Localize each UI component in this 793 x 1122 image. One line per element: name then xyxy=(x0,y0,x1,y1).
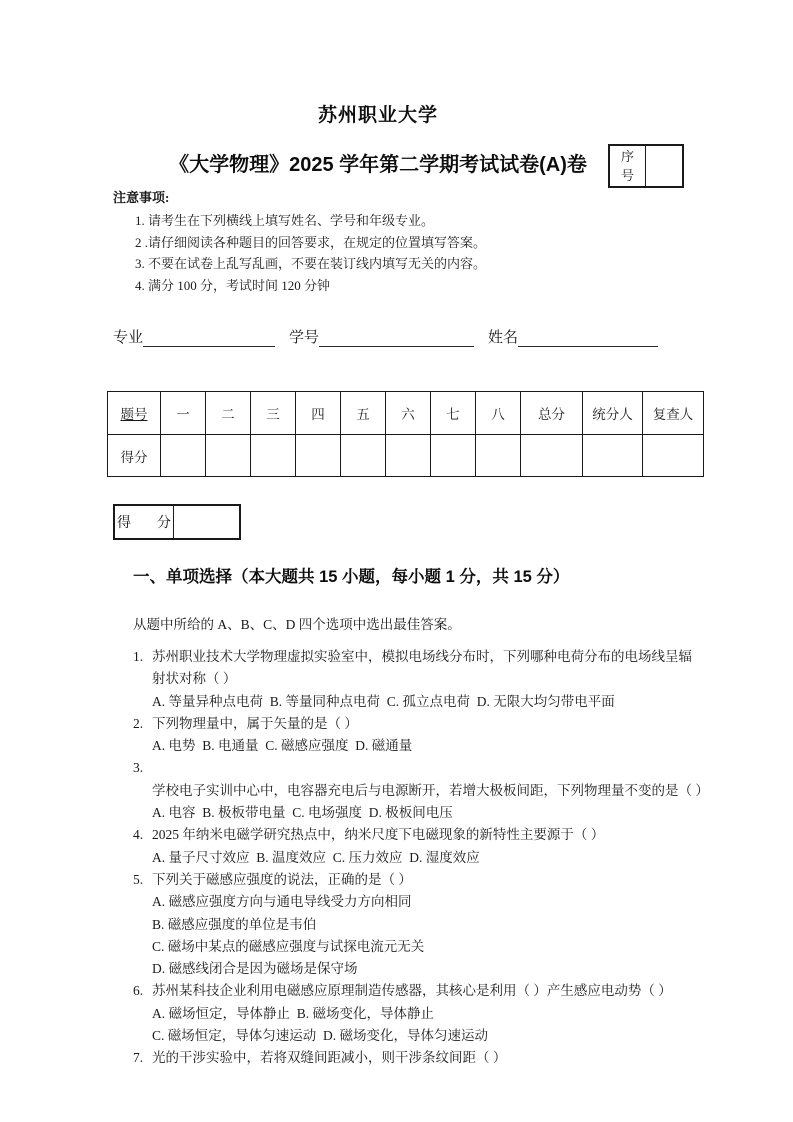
student-id-blank-field xyxy=(319,330,474,347)
question-6-number: 6. xyxy=(133,983,144,999)
question-5-option-d: D. 磁感线闭合是因为磁场是保守场 xyxy=(152,961,358,977)
question-2-stem xyxy=(133,713,705,735)
question-2 xyxy=(133,713,705,758)
question-list xyxy=(133,646,709,1070)
question-5-option-b: B. 磁感应强度的单位是韦伯 xyxy=(152,916,317,932)
header-cell-4: 四 xyxy=(296,392,341,435)
notice-item-3: 3. 不要在试卷上乱写乱画，不要在装订线内填写无关的内容。 xyxy=(135,256,487,271)
question-4-options: A. 量子尺寸效应 B. 温度效应 C. 压力效应 D. 湿度效应 xyxy=(152,849,480,865)
serial-number-label xyxy=(610,146,646,186)
header-cell-5: 五 xyxy=(341,392,386,435)
notice-item-4: 4. 满分 100 分，考试时间 120 分钟 xyxy=(135,277,331,293)
question-7-stem xyxy=(133,1047,705,1069)
notice-item-1: 1. 请考生在下列横线上填写姓名、学号和年级专业。 xyxy=(135,213,435,228)
question-4 xyxy=(133,824,705,869)
score-cell-scorer xyxy=(583,435,643,477)
question-3-number: 3. xyxy=(133,760,144,776)
serial-label-line1: 序 xyxy=(620,149,634,164)
score-cell-3 xyxy=(251,435,296,477)
question-2-text: 下列物理量中，属于矢量的是（ ） xyxy=(152,715,358,731)
header-cell-reviewer: 复查人 xyxy=(643,392,704,435)
question-3-options: A. 电容 B. 极板带电量 C. 电场强度 D. 极板间电压 xyxy=(152,805,453,821)
score-box-value-cell xyxy=(174,506,239,538)
question-4-stem xyxy=(133,824,705,846)
header-cell-6: 六 xyxy=(386,392,431,435)
serial-number-value-cell xyxy=(646,146,682,186)
question-3-stem xyxy=(133,757,709,802)
question-2-options: A. 电势 B. 电通量 C. 磁感应强度 D. 磁通量 xyxy=(152,738,413,754)
header-cell-7: 七 xyxy=(431,392,476,435)
question-6 xyxy=(133,980,705,1047)
student-id-label: 学号 xyxy=(289,330,320,346)
score-cell-6 xyxy=(386,435,431,477)
notice-item-2: 2 .请仔细阅读各种题目的回答要求，在规定的位置填写答案。 xyxy=(135,234,487,250)
question-2-number: 2. xyxy=(133,715,144,731)
name-blank-field xyxy=(518,330,658,347)
header-cell-2: 二 xyxy=(206,392,251,435)
section-one-heading: 一、单项选择（本大题共 15 小题，每小题 1 分，共 15 分） xyxy=(133,568,570,586)
notice-list xyxy=(113,210,705,296)
question-7-text: 光的干涉实验中，若将双缝间距减小，则干涉条纹间距（ ） xyxy=(152,1050,507,1066)
page-content xyxy=(0,100,793,1070)
question-4-text: 2025 年纳米电磁学研究热点中，纳米尺度下电磁现象的新特性主要源于（ ） xyxy=(152,827,605,843)
question-7 xyxy=(133,1047,705,1069)
header-cell-8: 八 xyxy=(476,392,521,435)
score-summary-table xyxy=(107,391,704,477)
major-blank-field xyxy=(143,330,275,347)
question-5-stem xyxy=(133,869,705,891)
section-one-instruction: 从题中所给的 A、B、C、D 四个选项中选出最佳答案。 xyxy=(133,617,461,632)
score-box-label: 得 分 xyxy=(115,506,174,538)
question-6-stem xyxy=(133,980,705,1002)
question-5-number: 5. xyxy=(133,871,144,887)
score-cell-2 xyxy=(206,435,251,477)
score-table-score-row xyxy=(108,435,704,477)
notice-heading: 注意事项: xyxy=(113,190,170,205)
exam-title: 《大学物理》2025 学年第二学期考试试卷(A)卷 xyxy=(169,154,587,176)
question-5-option-c: C. 磁场中某点的磁感应强度与试探电流元无关 xyxy=(152,938,425,954)
question-5-option-a: A. 磁感应强度方向与通电导线受力方向相同 xyxy=(152,894,412,910)
score-cell-1 xyxy=(161,435,206,477)
question-4-number: 4. xyxy=(133,827,144,843)
score-cell-7 xyxy=(431,435,476,477)
score-cell-5 xyxy=(341,435,386,477)
score-cell-reviewer xyxy=(643,435,704,477)
serial-label-line2: 号 xyxy=(620,168,634,183)
question-6-options-ab: A. 磁场恒定，导体静止 B. 磁场变化，导体静止 xyxy=(152,1005,435,1021)
question-5-text: 下列关于磁感应强度的说法，正确的是（ ） xyxy=(152,871,412,887)
question-3-text: 学校电子实训中心中，电容器充电后与电源断开，若增大极板间距，下列物理量不变的是（ ） xyxy=(152,782,709,798)
question-3 xyxy=(133,757,709,824)
question-7-number: 7. xyxy=(133,1050,144,1066)
name-label: 姓名 xyxy=(488,330,519,346)
university-title: 苏州职业大学 xyxy=(317,105,438,126)
question-1-number: 1. xyxy=(133,649,144,664)
header-cell-scorer: 统分人 xyxy=(583,392,643,435)
student-info-line xyxy=(113,326,705,347)
header-cell-3: 三 xyxy=(251,392,296,435)
section-score-box xyxy=(113,504,241,540)
score-cell-4 xyxy=(296,435,341,477)
score-cell-total xyxy=(521,435,583,477)
question-1-text: 苏州职业技术大学物理虚拟实验室中，模拟电场线分布时，下列哪种电荷分布的电场线呈辐射状对称（ ） xyxy=(152,649,692,687)
question-1-options: A. 等量异种点电荷 B. 等量同种点电荷 C. 孤立点电荷 D. 无限大均匀带电平面 xyxy=(152,693,615,709)
question-5 xyxy=(133,869,705,980)
score-cell-8 xyxy=(476,435,521,477)
question-6-text: 苏州某科技企业利用电磁感应原理制造传感器，其核心是利用（ ）产生感应电动势（ ） xyxy=(152,983,672,999)
question-1-stem xyxy=(133,646,705,691)
score-table-header-row xyxy=(108,392,704,435)
header-cell-question-no: 题号 xyxy=(108,392,161,435)
question-6-options-cd: C. 磁场恒定，导体匀速运动 D. 磁场变化，导体匀速运动 xyxy=(152,1028,489,1044)
header-cell-1: 一 xyxy=(161,392,206,435)
header-cell-total: 总分 xyxy=(521,392,583,435)
major-label: 专业 xyxy=(113,330,144,346)
question-1 xyxy=(133,646,705,713)
score-row-label: 得分 xyxy=(108,435,161,477)
serial-number-box xyxy=(608,144,684,188)
